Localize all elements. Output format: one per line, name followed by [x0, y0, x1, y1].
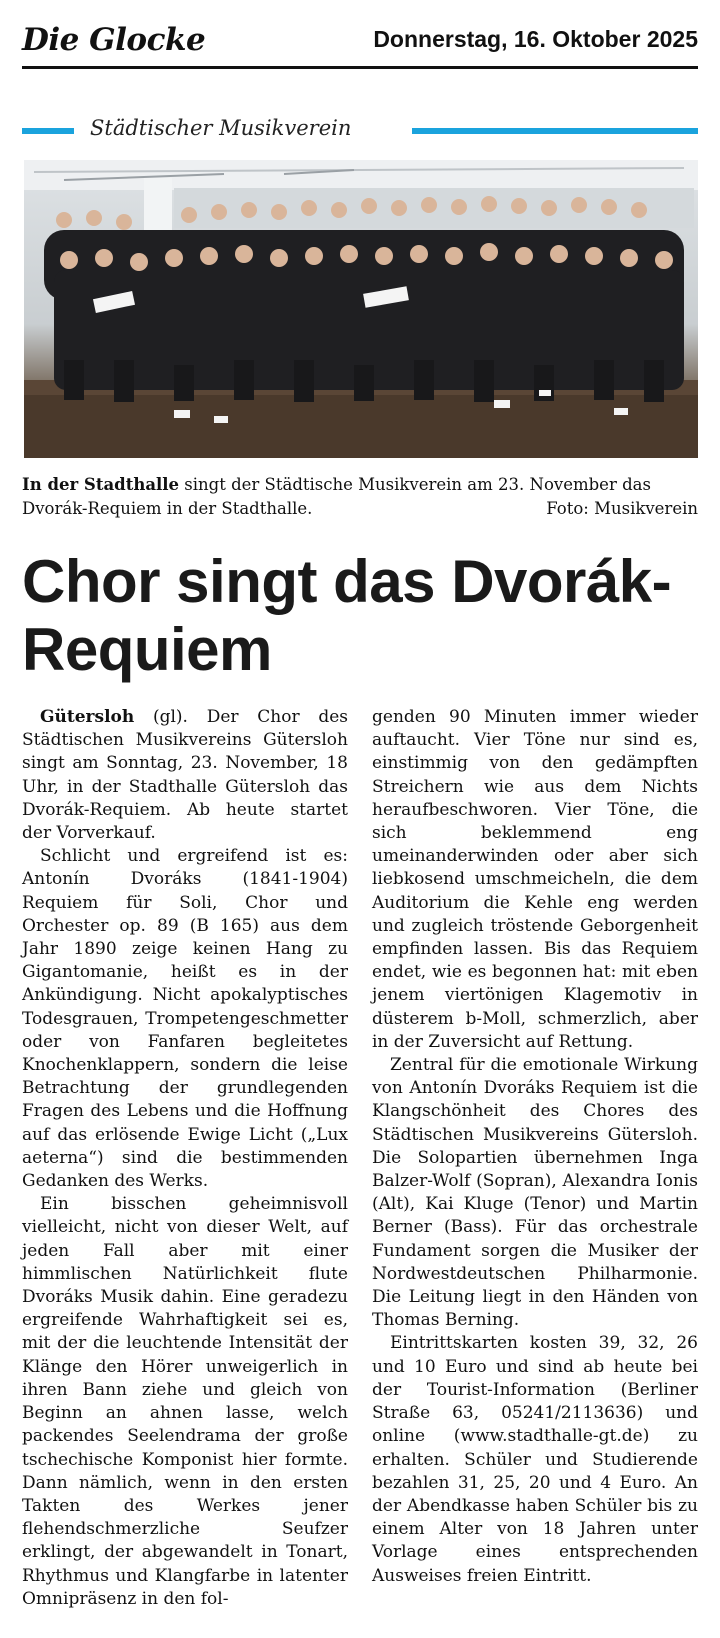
- choir-photo-illustration: [24, 160, 698, 458]
- rubric-bar-left: [22, 128, 74, 134]
- masthead-rule: [22, 66, 698, 69]
- article-paragraph-3a: Ein bisschen geheimnisvoll vielleicht, nicht von dieser Welt, auf jeden Fall aber mit einer himmlischen Natürlichkeit flute Dvoráks Musik dahin. Eine geradezu ergreifende Wahrhaftigkeit sei es, mit der die leuchtende Intensität der Klänge den Hörer unweigerlich in ihren Bann ziehe und gleich von Beginn an ahnen lasse, welch packendes Seelendrama der große tschechische Komponist hier formte. Dann nämlich, wenn in den ersten Takten des Werkes jener flehendschmerzliche Seufzer erklingt, der abgewandelt in Tonart, Rhythmus und Klangfarbe in latenter Omnipräsenz in den fol-: [22, 1194, 348, 1609]
- dateline: Gütersloh: [40, 707, 135, 727]
- article-paragraph-1: [22, 706, 348, 845]
- rubric-label: Städtischer Musikverein: [90, 116, 352, 140]
- article-paragraph-2: Schlicht und ergreifend ist es: Antonín Dvoráks (1841-1904) Requiem für Soli, Chor und Orchester op. 89 (B 165) aus dem Jahr 1890 zeige keinen Hang zu Gigantomanie, heißt es in der Ankündigung. Nicht apokalyptisches Todesgrauen, Trompetengeschmetter oder von Fanfaren begleitetes Knochenklappern, sondern die leise Betrachtung der grundlegenden Fragen des Lebens und die Hoffnung auf das erlösende Ewige Licht („Lux aeterna“) sind die bestimmenden Gedanken des Werks.: [22, 846, 348, 1192]
- caption-text: singt der Städtische Musikverein am 23. November das Dvorák-Requiem in der Stadthalle.: [22, 475, 651, 518]
- caption-lead: In der Stadthalle: [22, 475, 180, 494]
- paragraph-1-text: (gl). Der Chor des Städtischen Musikvereins Gütersloh singt am Sonntag, 23. November, 18 Uhr, in der Stadthalle Gütersloh das Dvorák-Requiem. Ab heute startet der Vorverkauf.: [22, 707, 348, 844]
- article-paragraph-3b: genden 90 Minuten immer wieder auftaucht. Vier Töne nur sind es, einstimmig von den gedämpften Streichern wie aus dem Nichts heraufbeschworen. Vier Töne, die sich beklemmend eng umeinanderwinden oder aber sich liebkosend umschmeicheln, die dem Auditorium die Kehle eng werden und zugleich tröstende Geborgenheit empfinden lassen. Bis das Requiem endet, wie es begonnen hat: mit eben jenem viertönigen Klagemotiv in düsterem b-Moll, schmerzlich, aber in der Zuversicht auf Rettung.: [372, 707, 698, 1052]
- article-paragraph-4: Zentral für die emotionale Wirkung von Antonín Dvoráks Requiem ist die Klangschönheit des Chores des Städtischen Musikvereins Gütersloh. Die Solopartien übernehmen Inga Balzer-Wolf (Sopran), Alexandra Ionis (Alt), Kai Kluge (Tenor) und Martin Berner (Bass). Für das orchestrale Fundament sorgen die Musiker der Nordwestdeutschen Philharmonie. Die Leitung liegt in den Händen von Thomas Berning.: [372, 1055, 698, 1331]
- choir-photo: [24, 160, 698, 458]
- section-rubric: [22, 116, 698, 144]
- photo-credit: Foto: Musikverein: [546, 499, 698, 518]
- article-headline: Chor singt das Dvorák-Requiem: [22, 548, 672, 683]
- article-column-1: [22, 706, 348, 1611]
- photo-caption: [22, 473, 698, 521]
- issue-date: Donnerstag, 16. Oktober 2025: [373, 26, 698, 52]
- newspaper-logo: Die Glocke: [22, 22, 206, 58]
- article-paragraph-5: Eintrittskarten kosten 39, 32, 26 und 10 Euro und sind ab heute bei der Tourist-Information (Berliner Straße 63, 05241/2113636) und online (www.stadthalle-gt.de) zu erhalten. Schüler und Studierende bezahlen 31, 25, 20 und 4 Euro. An der Abendkasse haben Schüler bis zu einem Alter von 18 Jahren unter Vorlage eines entsprechenden Ausweises freien Eintritt.: [372, 1333, 698, 1586]
- rubric-bar-right: [412, 128, 698, 134]
- masthead: [22, 22, 698, 62]
- article-column-2: [372, 706, 698, 1588]
